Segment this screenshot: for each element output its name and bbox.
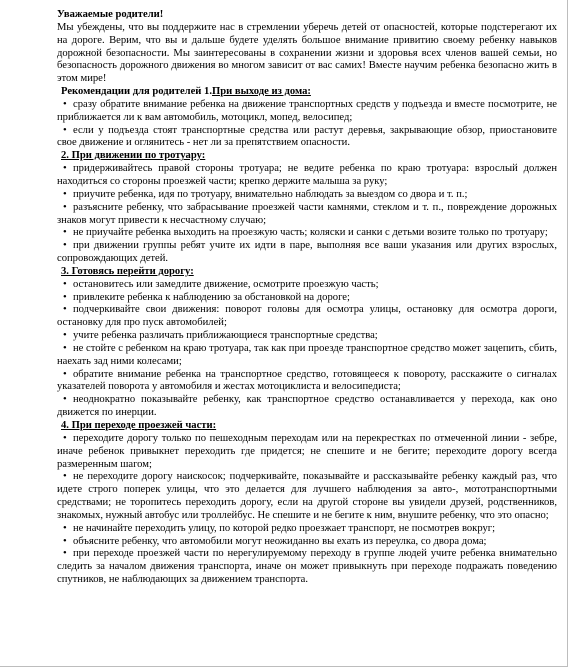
list-item-text: не начинайте переходить улицу, по которой редко проезжает транспорт, не посмотрев вокруг;: [73, 522, 496, 534]
section-4-heading: [57, 420, 557, 433]
list-item: [57, 548, 557, 587]
list-item-text: приучите ребенка, идя по тротуару, внимательно наблюдать за выездом со двора и т. п.;: [73, 188, 468, 200]
section-2-heading-text: 2. При движении по тротуару:: [61, 150, 206, 162]
bullet-icon: •: [63, 188, 67, 200]
bullet-icon: •: [63, 278, 67, 290]
section-3-heading: [57, 266, 557, 279]
bullet-icon: •: [63, 124, 67, 136]
list-item: [57, 125, 557, 151]
list-item-text: не стойте с ребенком на краю тротуара, так как при проезде транспортное средство может зацепить, сбить, наехать зад ними колесами;: [57, 342, 557, 367]
list-item: [57, 369, 557, 395]
intro-paragraph: Мы убеждены, что вы поддержите нас в стремлении уберечь детей от опасностей, которые подстерегают их на дороге. Верим, что вы и дальше будете уделять большое внимание привитию своему ребенку навыков дорожной безопасности. Мы заинтересованы в сохранении жизни и здоровья всех членов вашей семьи, но безопасность дорожного движения во многом зависит от вас самих! Вместе научим ребенка безопасно жить в этом мире!: [57, 21, 557, 85]
bullet-icon: •: [63, 535, 67, 547]
list-item: [57, 343, 557, 369]
list-item-text: остановитесь или замедлите движение, осмотрите проезжую часть;: [73, 278, 379, 290]
bullet-icon: •: [63, 227, 67, 239]
list-item-text: при движении группы ребят учите их идти в паре, выполняя все ваши указания или других взрослых, сопровождающих детей.: [57, 240, 557, 265]
list-item-text: подчеркивайте свои движения: поворот головы для осмотра улицы, остановку для осмотра дороги, остановку для про пуск автомобилей;: [57, 304, 557, 329]
bullet-icon: •: [63, 163, 67, 175]
bullet-icon: •: [63, 548, 67, 560]
list-item-text: неоднократно показывайте ребенку, как транспортное средство останавливается у перехода, как оно движется по инерции.: [57, 394, 557, 419]
list-item: [57, 227, 557, 240]
list-item: [57, 189, 557, 202]
section-4-heading-text: 4. При переходе проезжей части:: [61, 420, 217, 431]
section-1-heading: [57, 86, 557, 99]
bullet-icon: •: [63, 394, 67, 406]
list-item: [57, 99, 557, 125]
section-1-heading-underlined: При выходе из дома:: [212, 86, 311, 98]
list-item-text: учите ребенка различать приближающиеся транспортные средства;: [73, 330, 378, 342]
bullet-icon: •: [63, 291, 67, 303]
bullet-icon: •: [63, 368, 67, 380]
list-item-text: привлеките ребенка к наблюдению за обстановкой на дороге;: [73, 291, 350, 303]
list-item-text: придерживайтесь правой стороны тротуара; не ведите ребенка по краю тротуара: взрослый должен находиться со стороны проезжей части; крепко держите малыша за руку;: [57, 163, 557, 187]
list-item: [57, 394, 557, 420]
list-item-text: при переходе проезжей части по нерегулируемому переходу в группе людей учите ребенка внимательно следить за началом движения транспорта, иначе он может привыкнуть при переходе подражать поведению спутников, не наблюдающих за движением транспорта.: [57, 548, 557, 586]
bullet-icon: •: [63, 201, 67, 213]
bullet-icon: •: [63, 98, 67, 110]
bullet-icon: •: [63, 522, 67, 534]
list-item-text: объясните ребенку, что автомобили могут неожиданно вы ехать из переулка, со двора дома;: [73, 535, 487, 547]
section-1-heading-prefix: Рекомендации для родителей 1.: [61, 86, 213, 98]
list-item: [57, 279, 557, 292]
list-item: [57, 304, 557, 330]
bullet-icon: •: [63, 432, 67, 444]
list-item-text: сразу обратите внимание ребенка на движение транспортных средств у подъезда и вместе посмотрите, не приближается ли к вам автомобиль, мотоцикл, мопед, велосипед;: [57, 98, 557, 123]
list-item: [57, 163, 557, 189]
list-item-text: не переходите дорогу наискосок; подчеркивайте, показывайте и рассказывайте ребенку каждый раз, что идете строго поперек улицы, что это делается для лучшего наблюдения за авто-, мототранспортными средствами; не торопитесь переходить дорогу, если на другой стороне вы увидели друзей, родственников, знакомых, нужный автобус или троллейбус. Не спешите и не бегите к ним, внушите ребенку, что это опасно;: [57, 471, 557, 521]
bullet-icon: •: [63, 304, 67, 316]
list-item-text: обратите внимание ребенка на транспортное средство, готовящееся к повороту, расскажите о сигналах указателей поворота у автомобиля и жестах мотоциклиста и велосипедиста;: [57, 368, 557, 393]
list-item-text: разъясните ребенку, что забрасывание проезжей части камнями, стеклом и т. п., повреждение дорожных знаков могут привести к несчастному случаю;: [57, 201, 557, 226]
list-item: [57, 471, 557, 522]
list-item: [57, 292, 557, 305]
section-2-heading: [57, 150, 557, 163]
list-item: [57, 202, 557, 228]
list-item: [57, 433, 557, 472]
section-3-heading-text: 3. Готовясь перейти дорогу:: [61, 265, 194, 277]
list-item: [57, 240, 557, 266]
bullet-icon: •: [63, 330, 67, 342]
document-body: [57, 9, 557, 587]
document-title: Уважаемые родители!: [57, 9, 164, 20]
bullet-icon: •: [63, 471, 67, 483]
list-item-text: не приучайте ребенка выходить на проезжую часть; коляски и санки с детьми возите только по тротуару;: [73, 227, 548, 239]
list-item-text: переходите дорогу только по пешеходным переходам или на перекрестках по отмеченной линии - зебре, иначе ребенок привыкнет переходить где придется; не спешите и не бегите; переходите дорогу всегда размеренным шагом;: [57, 432, 557, 470]
list-item: [57, 523, 557, 536]
list-item: [57, 536, 557, 549]
list-item: [57, 330, 557, 343]
bullet-icon: •: [63, 240, 67, 252]
list-item-text: если у подъезда стоят транспортные средства или растут деревья, закрывающие обзор, приостановите свое движение и оглянитесь - нет ли за препятствием опасности.: [57, 124, 557, 149]
bullet-icon: •: [63, 342, 67, 354]
